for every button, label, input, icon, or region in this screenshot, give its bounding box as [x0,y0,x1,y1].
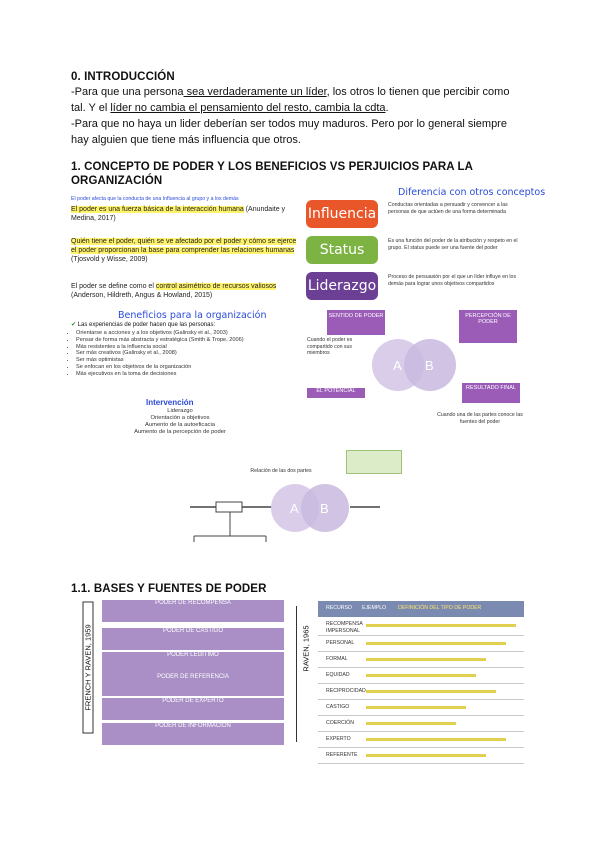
table-row-label: EQUIDAD [326,672,350,678]
right-note: Cuando una de las partes conoce las fuentes del poder [437,412,523,425]
intervention-item: Aumento de la percepción de poder [134,429,226,435]
power-bar-reward [102,600,284,622]
intro-text: -Para que una persona [71,86,184,98]
benefit-item: • Orientarse a acciones y a los objetivos (Galinsky et al., 2003) [76,330,312,337]
intro-line-4: hay alguien que tiene más influencia que otros. [71,134,301,146]
power-bar-label: PODER LEGÍTIMO [167,652,219,658]
venn-label-b: B [320,501,329,516]
intro-text: , los otros lo tienen que percibir como [326,86,510,98]
power-bar-label: PODER DE EXPERTO [162,698,224,704]
intro-line-3: -Para que no haya un lider deberían ser todos muy maduros. Pero por lo general siempre [71,118,507,130]
check-icon: ✔ [71,322,77,328]
purple-box-power-sense: SENTIDO DE PODER [327,310,385,335]
intro-paragraph [71,84,541,148]
diagram-box-left [216,502,242,512]
diff-title: Diferencia con otros conceptos [398,187,546,198]
benefit-item: • Ser más optimistas [76,357,312,364]
power-bar-punishment [102,628,284,650]
table-head-cell: RECURSO [326,605,352,611]
intro-heading: 0. INTRODUCCIÓN [71,71,175,83]
table-row-label: CASTIGO [326,704,350,710]
table-row-highlight [366,706,466,709]
raven-divider [296,606,297,742]
benefit-item: • Más ejecutivos en la toma de decisiones [76,371,312,378]
power-intro-line: El poder afecta que la conducta de una Influencia al grupo y a los demás [71,196,239,202]
table-row-label: COERCIÓN [326,720,354,726]
table-row-label: FORMAL [326,656,348,662]
table-head-cell: DEFINICIÓN DEL TIPO DE PODER [398,605,482,611]
table-head-cell: EJEMPLO [362,605,387,611]
power-bar-label: PODER DE CASTIGO [162,628,223,634]
table-row-highlight [366,642,506,645]
definition-3-highlight: control asimétrico de recursos valiosos [155,283,277,290]
intervention-title: Intervención [146,398,194,407]
section1-heading-line1: 1. CONCEPTO DE PODER Y LOS BENEFICIOS VS PERJUICIOS PARA LA [71,161,474,173]
intro-line-1 [71,84,541,100]
table-row-label: RECIPROCIDAD [326,688,366,694]
benefits-list [64,330,312,378]
power-bar-expert [102,698,284,720]
table-row-label: REFERENTE [326,752,358,758]
intro-line-2 [71,100,541,116]
leadership-desc: Proceso de persuasión por el que un líder influye en los demás para lograr unos objetivos compartidos [388,274,517,287]
leadership-pill: Liderazgo [306,272,378,300]
power-bar-label: PODER DE REFERENCIA [157,674,229,680]
table-row-highlight [366,658,486,661]
raven-label: RAVEN, 1965 [301,625,311,672]
benefit-item: • Pensar de forma más abstracta y estratégica (Smith & Trope, 2006) [76,337,312,344]
power-bar-legitimate [102,652,284,674]
table-row-highlight [366,674,476,677]
venn-label-b: B [425,358,434,373]
diagram-top-label: Relación de las dos partes [250,468,312,474]
table-row-highlight [366,690,496,693]
table-row [318,668,524,684]
raven-table-header [318,601,524,617]
benefit-item: • Ser más creativos (Galinsky et al., 2008) [76,350,312,357]
intro-underlined: líder no cambia el pensamiento del resto, cambia la cdta [110,102,386,114]
power-bar-label: PODER DE INFORMACIÓN [155,723,231,729]
relationship-diagram [180,478,440,570]
definition-1-cite: (Anundaite y Medina, 2017) [71,206,286,222]
benefits-lead-text: Las experiencias de poder hacen que las personas: [77,322,216,328]
benefits-lead [71,321,215,328]
intro-text: tal. Y el [71,102,111,114]
benefits-title: Beneficios para la organización [118,310,267,321]
table-row [318,700,524,716]
power-bar-information [102,723,284,745]
table-row [318,684,524,700]
definition-3-cite: (Anderson, Hildreth, Angus & Howland, 2015) [71,292,213,299]
definition-2-highlight: Quién tiene el poder, quién se ve afectado por el poder y cómo se ejerce el poder proporcionan la base para comprender las relaciones humanas [71,238,297,254]
left-note: Cuando el poder es compartido con sus miembros [307,337,353,356]
definition-1-highlight: El poder es una fuerza básica de la interacción humana [71,206,244,213]
table-row [318,652,524,668]
table-row [318,618,524,636]
definition-2 [71,237,299,264]
status-pill: Status [306,236,378,264]
table-row-highlight [366,754,486,757]
table-row-highlight [366,722,456,725]
diff-list [306,198,526,308]
table-row-label: RECOMPENSA IMPERSONAL [326,621,363,634]
section11-heading: 1.1. BASES Y FUENTES DE PODER [71,583,267,595]
intro-underlined: sea verdaderamente un líder [183,86,327,98]
definition-3-text: El poder se define como el [71,283,156,290]
status-desc: Es una función del poder de la atribución y respeto en el grupo. El status puede ser una fuente del poder [388,238,518,251]
table-row-highlight [366,738,506,741]
table-row-label: EXPERTO [326,736,351,742]
purple-box-power-perception: PERCEPCIÓN DE PODER [459,310,517,343]
influence-pill: Influencia [306,200,378,228]
intervention-item: Orientación a objetivos [150,415,210,421]
table-row-highlight [366,624,516,627]
intervention-item: Aumento de la autoeficacia [145,422,215,428]
definition-3 [71,282,299,300]
french-raven-label-wrap [80,604,94,734]
section1-heading-line2: ORGANIZACIÓN [71,175,163,187]
purple-box-potential: EL POTENCIAL [307,388,365,398]
influence-desc: Conductas orientadas a persuadir y convencer a las personas de que actúen de una forma determinada [388,202,508,215]
green-note-box [346,450,402,474]
table-row [318,748,524,764]
venn-label-a: A [393,358,402,373]
intervention-list [120,408,240,436]
power-bar-referent [102,674,284,696]
power-bar-label: PODER DE RECOMPENSA [155,600,231,606]
french-raven-label: FRENCH Y RAVEN, 1959 [83,602,94,734]
intervention-item: Liderazgo [167,408,193,414]
table-row [318,716,524,732]
benefit-item: • Más resistentes a la influencia social [76,344,312,351]
table-row-label: PERSONAL [326,640,355,646]
table-row [318,636,524,652]
venn-diagram-top [370,335,465,395]
definition-2-cite: (Tjosvold y Wisse, 2009) [71,256,148,263]
raven-label-wrap [300,620,312,680]
intro-text: . [385,102,389,114]
benefit-item: • Se enfocan en los objetivos de la organización [76,364,312,371]
table-row [318,732,524,748]
definition-1 [71,205,299,223]
venn-label-a: A [290,501,299,516]
purple-box-final-result: RESULTADO FINAL [462,383,520,403]
